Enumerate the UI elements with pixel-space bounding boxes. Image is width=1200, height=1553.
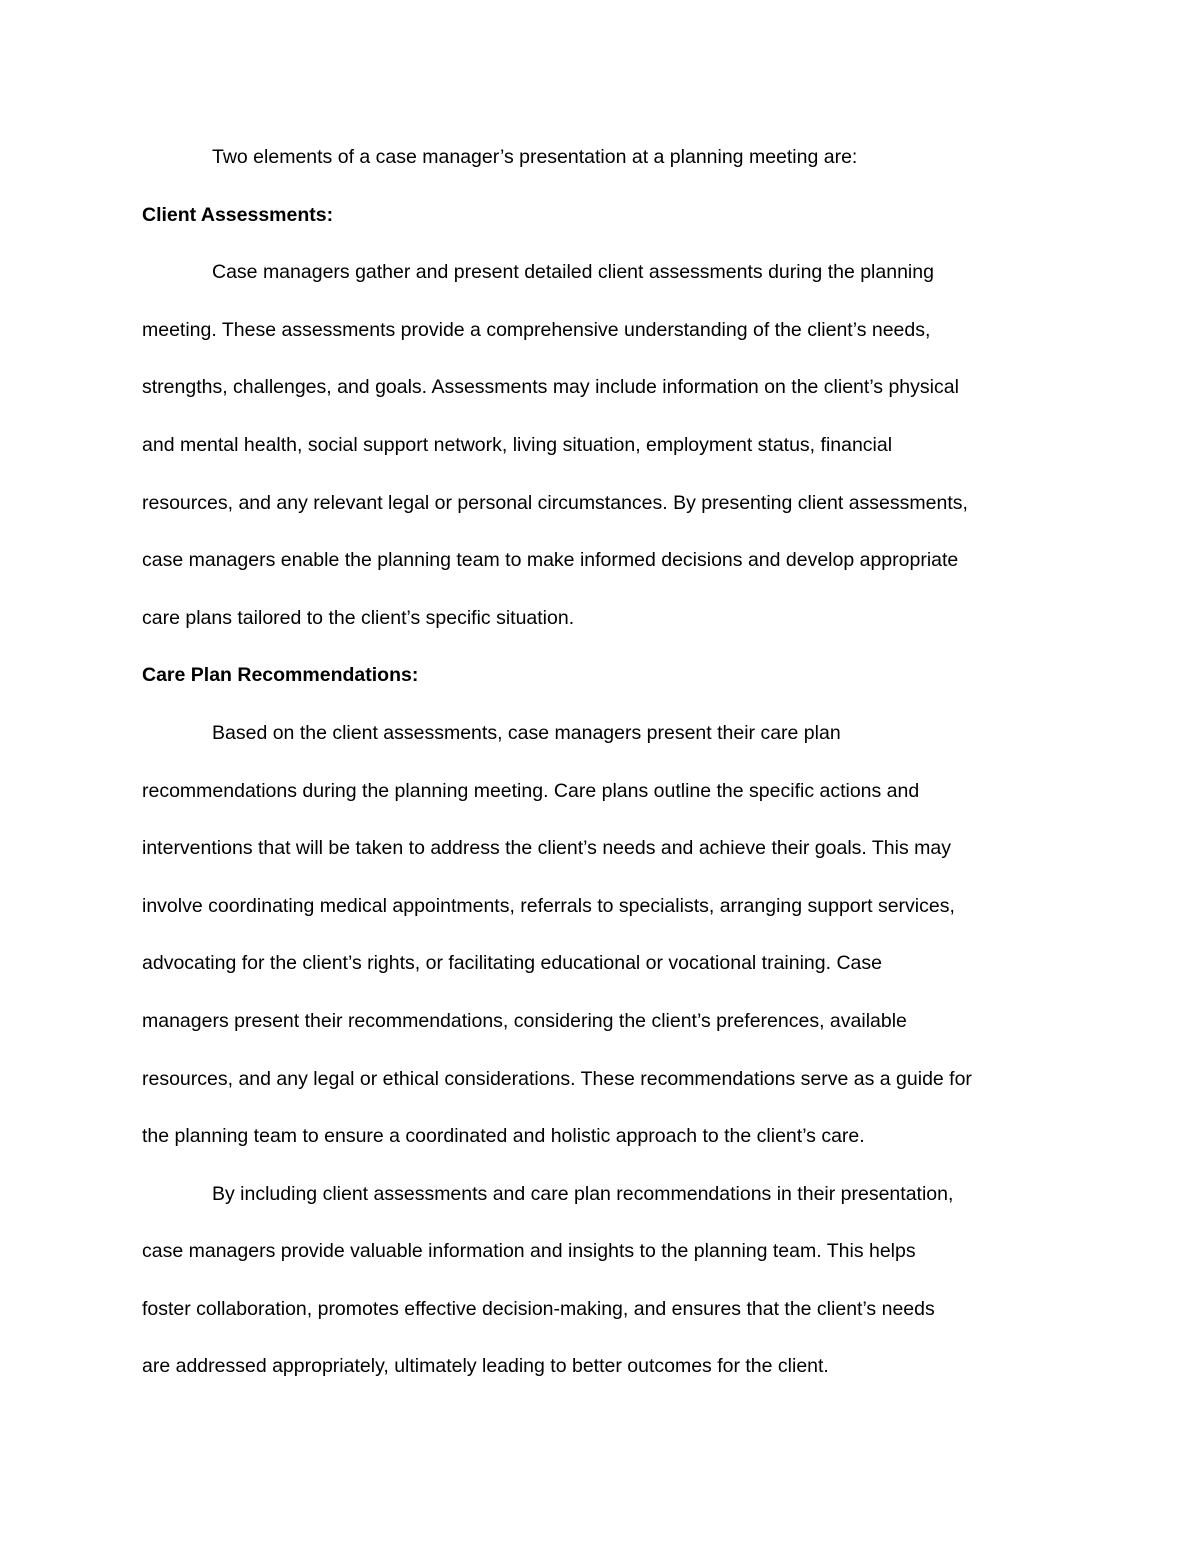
conclusion-paragraph	[142, 1166, 1054, 1396]
paragraph-line: interventions that will be taken to address the client’s needs and achieve their goals. This may	[142, 837, 951, 860]
paragraph-line: case managers provide valuable information and insights to the planning team. This helps	[142, 1240, 916, 1263]
paragraph-line: foster collaboration, promotes effective decision-making, and ensures that the client’s needs	[142, 1297, 935, 1320]
paragraph-line: the planning team to ensure a coordinated and holistic approach to the client’s care.	[142, 1125, 865, 1148]
paragraph-line: advocating for the client’s rights, or facilitating educational or vocational training. Case	[142, 952, 882, 975]
client-assessments-paragraph	[142, 244, 1054, 647]
paragraph-line: recommendations during the planning meeting. Care plans outline the specific actions and	[142, 779, 920, 802]
paragraph-line: involve coordinating medical appointments, referrals to specialists, arranging support services,	[142, 894, 955, 917]
paragraph-line: care plans tailored to the client’s specific situation.	[142, 606, 575, 629]
section-heading-client-assessments: Client Assessments:	[142, 203, 334, 226]
paragraph-line: strengths, challenges, and goals. Assessments may include information on the client’s physical	[142, 376, 959, 399]
paragraph-line: case managers enable the planning team to make informed decisions and develop appropriate	[142, 549, 959, 572]
paragraph-line: are addressed appropriately, ultimately leading to better outcomes for the client.	[142, 1355, 829, 1378]
paragraph-line: resources, and any legal or ethical considerations. These recommendations serve as a guide for	[142, 1067, 972, 1090]
care-plan-paragraph	[142, 705, 1054, 1166]
paragraph-line: Based on the client assessments, case managers present their care plan	[212, 721, 841, 744]
paragraph-line: resources, and any relevant legal or personal circumstances. By presenting client assessments,	[142, 491, 968, 514]
document-body	[142, 129, 1054, 1396]
paragraph-line: Case managers gather and present detailed client assessments during the planning	[212, 261, 934, 284]
paragraph-line: meeting. These assessments provide a comprehensive understanding of the client’s needs,	[142, 318, 931, 341]
paragraph-line: and mental health, social support network, living situation, employment status, financial	[142, 433, 893, 456]
paragraph-line: managers present their recommendations, considering the client’s preferences, available	[142, 1009, 907, 1032]
intro-paragraph: Two elements of a case manager’s presentation at a planning meeting are:	[212, 146, 858, 168]
paragraph-line: By including client assessments and care plan recommendations in their presentation,	[212, 1182, 954, 1205]
section-heading-care-plan-recommendations: Care Plan Recommendations:	[142, 664, 419, 687]
